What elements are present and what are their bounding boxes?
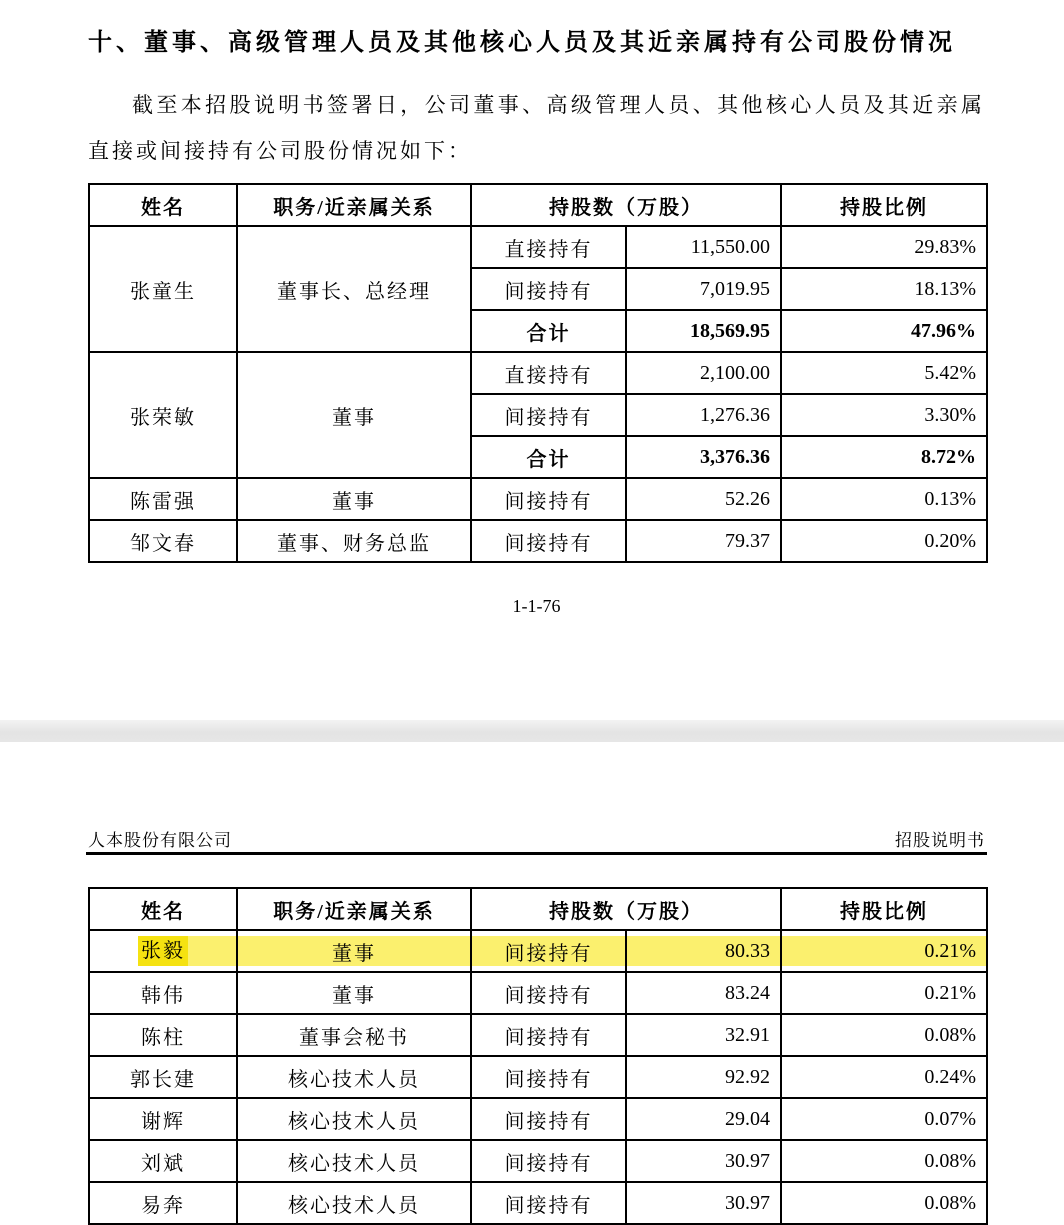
table-row [89, 226, 987, 268]
pct-cell: 0.08% [781, 1182, 987, 1224]
role-cell: 董事 [237, 352, 471, 478]
page-divider [0, 720, 1064, 742]
name-cell: 谢辉 [89, 1098, 237, 1140]
col-header-name: 姓名 [89, 888, 237, 930]
search-highlight-match: 张毅 [138, 936, 188, 966]
col-header-role: 职务/近亲属关系 [237, 184, 471, 226]
shares-cell: 7,019.95 [626, 268, 781, 310]
holding-type-cell: 直接持有 [471, 352, 626, 394]
holding-type-cell: 间接持有 [471, 1014, 626, 1056]
table-row [89, 1056, 987, 1098]
shares-cell: 79.37 [626, 520, 781, 562]
holding-type-cell: 间接持有 [471, 478, 626, 520]
role-cell: 董事 [237, 478, 471, 520]
table-row [89, 184, 987, 226]
pct-cell: 47.96% [781, 310, 987, 352]
role-cell: 董事、财务总监 [237, 520, 471, 562]
role-cell: 核心技术人员 [237, 1182, 471, 1224]
table-row [89, 1098, 987, 1140]
holding-type-cell: 直接持有 [471, 226, 626, 268]
table-row [89, 972, 987, 1014]
shares-cell: 18,569.95 [626, 310, 781, 352]
col-header-pct: 持股比例 [781, 184, 987, 226]
running-header [88, 826, 985, 851]
name-cell [89, 930, 237, 972]
table-body [89, 226, 987, 562]
pct-cell: 8.72% [781, 436, 987, 478]
col-header-pct: 持股比例 [781, 888, 987, 930]
pct-cell: 0.24% [781, 1056, 987, 1098]
shareholding-table-page1 [88, 183, 988, 563]
name-cell: 邹文春 [89, 520, 237, 562]
col-header-role: 职务/近亲属关系 [237, 888, 471, 930]
page-number: 1-1-76 [512, 596, 561, 616]
table-header-row [89, 888, 987, 930]
shares-cell: 92.92 [626, 1056, 781, 1098]
holding-type-cell: 间接持有 [471, 1140, 626, 1182]
pct-cell: 0.08% [781, 1140, 987, 1182]
table-row [89, 1014, 987, 1056]
shares-cell: 30.97 [626, 1182, 781, 1224]
name-cell: 韩伟 [89, 972, 237, 1014]
role-cell: 核心技术人员 [237, 1056, 471, 1098]
table-row [89, 520, 987, 562]
name-cell: 张童生 [89, 226, 237, 352]
pct-cell: 0.13% [781, 478, 987, 520]
running-header-company: 人本股份有限公司 [88, 831, 232, 850]
col-header-name: 姓名 [89, 184, 237, 226]
role-cell: 核心技术人员 [237, 1098, 471, 1140]
shares-cell: 1,276.36 [626, 394, 781, 436]
name-cell: 陈柱 [89, 1014, 237, 1056]
intro-paragraph: 截至本招股说明书签署日，公司董事、高级管理人员、其他核心人员及其近亲属直接或间接持有公司股份情况如下： [88, 93, 985, 163]
shares-cell: 3,376.36 [626, 436, 781, 478]
role-cell: 董事 [237, 972, 471, 1014]
section-title: 十、董事、高级管理人员及其他核心人员及其近亲属持有公司股份情况 [88, 29, 956, 56]
table-row [89, 888, 987, 930]
holding-type-cell: 间接持有 [471, 1098, 626, 1140]
table-header-row [89, 184, 987, 226]
role-cell: 董事会秘书 [237, 1014, 471, 1056]
table-row [89, 930, 987, 972]
pct-cell: 0.20% [781, 520, 987, 562]
role-cell: 核心技术人员 [237, 1140, 471, 1182]
table-row [89, 478, 987, 520]
shares-cell: 30.97 [626, 1140, 781, 1182]
shares-cell: 83.24 [626, 972, 781, 1014]
pct-cell: 29.83% [781, 226, 987, 268]
shares-cell: 32.91 [626, 1014, 781, 1056]
shares-cell: 80.33 [626, 930, 781, 972]
table-row [89, 1182, 987, 1224]
pct-cell: 0.08% [781, 1014, 987, 1056]
pct-cell: 5.42% [781, 352, 987, 394]
pct-cell: 3.30% [781, 394, 987, 436]
name-cell: 易奔 [89, 1182, 237, 1224]
name-cell: 郭长建 [89, 1056, 237, 1098]
shares-cell: 2,100.00 [626, 352, 781, 394]
pct-cell: 0.21% [781, 930, 987, 972]
holding-type-cell: 合计 [471, 310, 626, 352]
name-cell: 刘斌 [89, 1140, 237, 1182]
header-rule [86, 852, 987, 855]
pct-cell: 0.21% [781, 972, 987, 1014]
pct-cell: 18.13% [781, 268, 987, 310]
shareholding-table-page2 [88, 887, 988, 1225]
holding-type-cell: 间接持有 [471, 520, 626, 562]
table-body [89, 930, 987, 1224]
holding-type-cell: 间接持有 [471, 268, 626, 310]
shares-cell: 52.26 [626, 478, 781, 520]
col-header-shares: 持股数（万股） [471, 888, 781, 930]
holding-type-cell: 间接持有 [471, 394, 626, 436]
holding-type-cell: 合计 [471, 436, 626, 478]
pct-cell: 0.07% [781, 1098, 987, 1140]
shares-cell: 29.04 [626, 1098, 781, 1140]
table-row [89, 1140, 987, 1182]
holding-type-cell: 间接持有 [471, 1182, 626, 1224]
name-cell: 陈雷强 [89, 478, 237, 520]
shares-cell: 11,550.00 [626, 226, 781, 268]
holding-type-cell: 间接持有 [471, 930, 626, 972]
holding-type-cell: 间接持有 [471, 972, 626, 1014]
table-row [89, 352, 987, 394]
name-cell: 张荣敏 [89, 352, 237, 478]
holding-type-cell: 间接持有 [471, 1056, 626, 1098]
role-cell: 董事 [237, 930, 471, 972]
col-header-shares: 持股数（万股） [471, 184, 781, 226]
role-cell: 董事长、总经理 [237, 226, 471, 352]
running-header-doctype: 招股说明书 [895, 831, 985, 850]
